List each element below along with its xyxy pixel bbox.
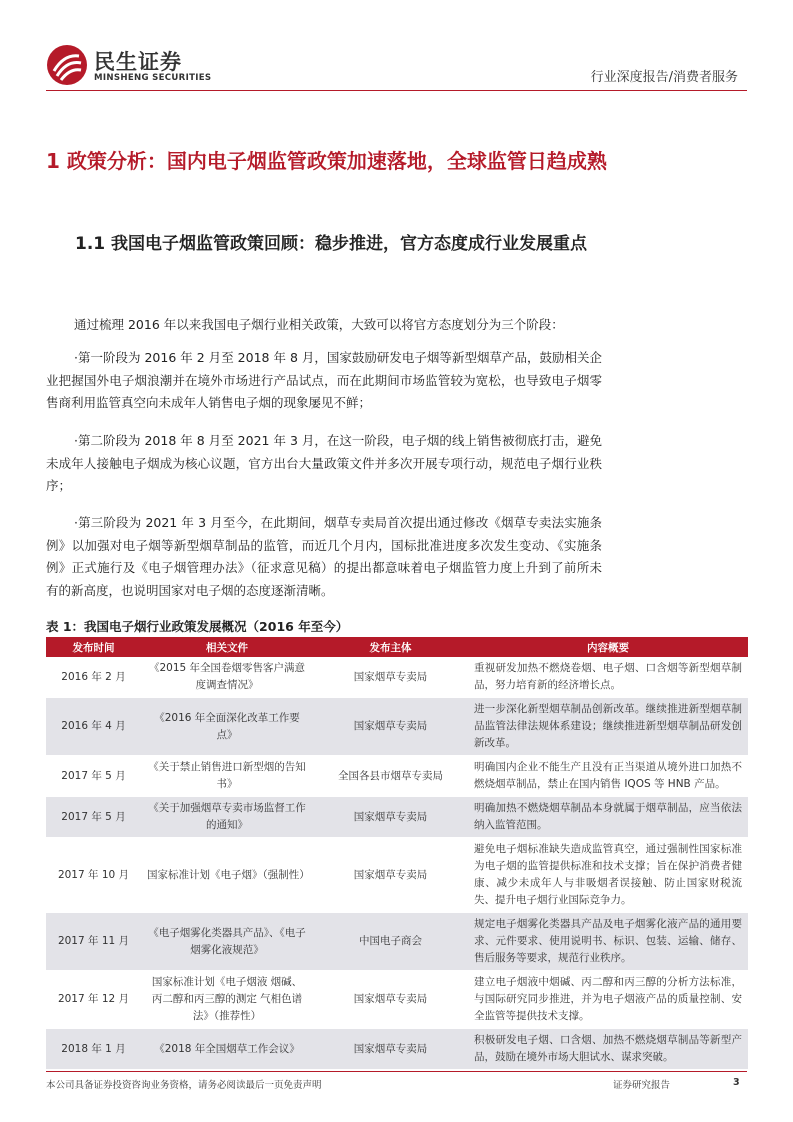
table-cell-issuer: 国家烟草专卖局 (313, 1029, 468, 1070)
table-cell-summary: 重视研发加热不燃烧卷烟、电子烟、口含烟等新型烟草制品，努力培育新的经济增长点。 (468, 657, 748, 698)
table-cell-issuer: 中国电子商会 (313, 913, 468, 971)
table-row (46, 838, 748, 913)
table-cell-summary: 明确国内企业不能生产且没有正当渠道从境外进口加热不燃烧烟草制品，禁止在国内销售 IQOS 等 HNB 产品。 (468, 756, 748, 797)
table-cell-issuer: 国家烟草专卖局 (313, 971, 468, 1029)
footer-divider (46, 1071, 747, 1072)
table-cell-summary: 规定电子烟雾化类器具产品及电子烟雾化液产品的通用要求、元件要求、使用说明书、标识、包装、运输、储存、售后服务等要求，规范行业秩序。 (468, 913, 748, 971)
table-cell-summary: 建立电子烟液中烟碱、丙二醇和丙三醇的分析方法标准，与国际研究同步推进，并为电子烟液产品的质量控制、安全监管等提供技术支撑。 (468, 971, 748, 1029)
page-number: 3 (733, 1077, 740, 1088)
table-cell-summary: 避免电子烟标准缺失造成监管真空，通过强制性国家标准为电子烟的监管提供标准和技术支撑；旨在保护消费者健康、减少未成年人与非吸烟者误接触、防止国家财税流失、提升电子烟行业国际竞争力。 (468, 838, 748, 913)
table-cell-document: 《关于加强烟草专卖市场监督工作的通知》 (141, 797, 313, 838)
table-row (46, 756, 748, 797)
logo-chinese-name: 民生证券 (94, 50, 182, 74)
table-cell-date: 2018 年 1 月 (46, 1029, 141, 1070)
table-cell-document: 国家标准计划《电子烟》（强制性） (141, 838, 313, 913)
section-heading: 1 政策分析：国内电子烟监管政策加速落地，全球监管日趋成熟 (46, 149, 607, 173)
table-cell-issuer: 国家烟草专卖局 (313, 797, 468, 838)
table-cell-issuer: 全国各县市烟草专卖局 (313, 756, 468, 797)
table-row (46, 797, 748, 838)
table-row (46, 1029, 748, 1070)
column-header-summary: 内容概要 (468, 637, 748, 657)
body-paragraph: ·第一阶段为 2016 年 2 月至 2018 年 8 月，国家鼓励研发电子烟等新型烟草产品，鼓励相关企业把握国外电子烟浪潮并在境外市场进行产品试点，而在此期间市场监管较为宽松，也导致电子烟零售商利用监管真空向未成年人销售电子烟的现象屡见不鲜； (46, 350, 602, 410)
table-cell-document: 《关于禁止销售进口新型烟的告知书》 (141, 756, 313, 797)
table-row (46, 913, 748, 971)
table-cell-summary: 明确加热不燃烧烟草制品本身就属于烟草制品，应当依法纳入监管范围。 (468, 797, 748, 838)
table-cell-date: 2017 年 5 月 (46, 756, 141, 797)
policy-table (46, 637, 748, 1070)
table-header-row (46, 637, 748, 657)
column-header-issuer: 发布主体 (313, 637, 468, 657)
table-cell-document: 《2018 年全国烟草工作会议》 (141, 1029, 313, 1070)
column-header-document: 相关文件 (141, 637, 313, 657)
table-cell-date: 2017 年 12 月 (46, 971, 141, 1029)
table-cell-date: 2017 年 10 月 (46, 838, 141, 913)
table-cell-date: 2017 年 5 月 (46, 797, 141, 838)
footer-report-label: 证券研究报告 (613, 1080, 671, 1091)
column-header-date: 发布时间 (46, 637, 141, 657)
page-header (0, 0, 793, 100)
table-row (46, 698, 748, 756)
table-cell-summary: 进一步深化新型烟草制品创新改革。继续推进新型烟草制品监管法律法规体系建设；继续推进新型烟草制品研发创新改革。 (468, 698, 748, 756)
table-cell-summary: 积极研发电子烟、口含烟、加热不燃烧烟草制品等新型产品，鼓励在境外市场大胆试水、谋求突破。 (468, 1029, 748, 1070)
body-paragraph: 通过梳理 2016 年以来我国电子烟行业相关政策，大致可以将官方态度划分为三个阶段： (74, 317, 564, 332)
table-cell-document: 《2016 年全面深化改革工作要点》 (141, 698, 313, 756)
table-cell-document: 《2015 年全国卷烟零售客户满意度调查情况》 (141, 657, 313, 698)
body-paragraph: ·第二阶段为 2018 年 8 月至 2021 年 3 月，在这一阶段，电子烟的线上销售被彻底打击，避免未成年人接触电子烟成为核心议题，官方出台大量政策文件并多次开展专项行动，规范电子烟行业秩序； (46, 433, 602, 493)
table-cell-issuer: 国家烟草专卖局 (313, 698, 468, 756)
minsheng-logo-icon (46, 44, 88, 86)
table-cell-issuer: 国家烟草专卖局 (313, 838, 468, 913)
table-title: 表 1：我国电子烟行业政策发展概况（2016 年至今） (46, 619, 349, 634)
table-cell-document: 国家标准计划《电子烟液 烟碱、丙二醇和丙三醇的测定 气相色谱法》（推荐性） (141, 971, 313, 1029)
table-cell-date: 2017 年 11 月 (46, 913, 141, 971)
body-paragraph: ·第三阶段为 2021 年 3 月至今，在此期间，烟草专卖局首次提出通过修改《烟草专卖法实施条例》以加强对电子烟等新型烟草制品的监管，而近几个月内，国标批准进度多次发生变动、《实施条例》正式施行及《电子烟管理办法》（征求意见稿）的提出都意味着电子烟监管力度上升到了前所未有的新高度，也说明国家对电子烟的态度逐渐清晰。 (46, 515, 602, 598)
footer-disclaimer: 本公司具备证券投资咨询业务资格，请务必阅读最后一页免责声明 (46, 1080, 322, 1091)
table-cell-document: 《电子烟雾化类器具产品》、《电子烟雾化液规范》 (141, 913, 313, 971)
table-cell-date: 2016 年 2 月 (46, 657, 141, 698)
table-cell-issuer: 国家烟草专卖局 (313, 657, 468, 698)
header-divider (46, 90, 747, 91)
table-row (46, 657, 748, 698)
table-cell-date: 2016 年 4 月 (46, 698, 141, 756)
minsheng-logo[interactable] (46, 44, 212, 90)
report-type-label: 行业深度报告/消费者服务 (590, 70, 738, 85)
subsection-heading: 1.1 我国电子烟监管政策回顾：稳步推进，官方态度成行业发展重点 (75, 234, 588, 254)
logo-english-name: MINSHENG SECURITIES (94, 73, 212, 83)
table-row (46, 971, 748, 1029)
